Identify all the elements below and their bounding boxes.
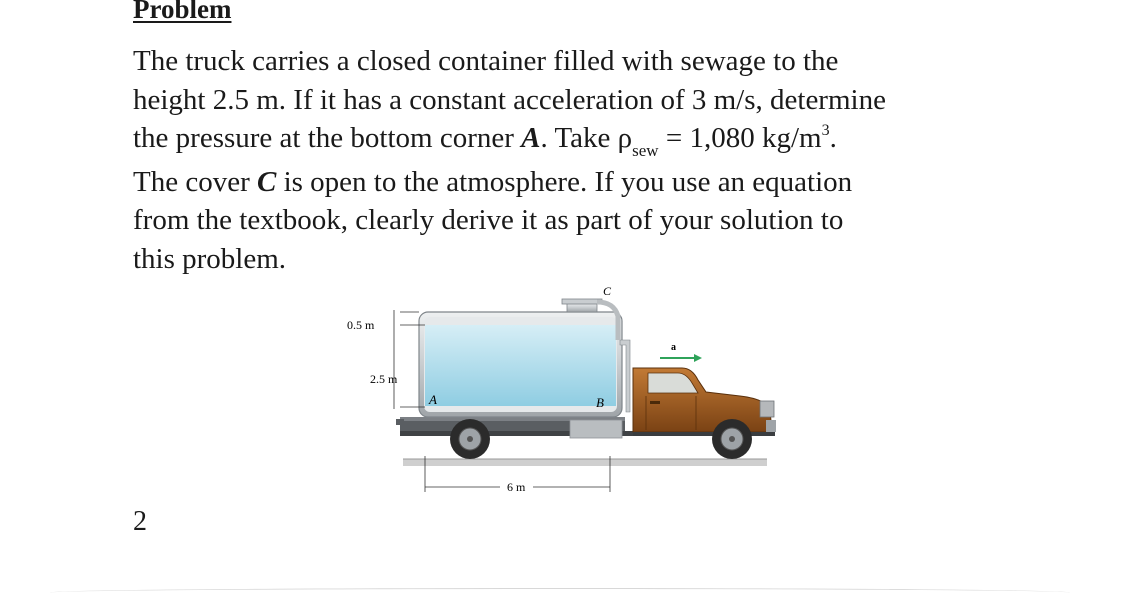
line4-post: is open to the atmosphere. If you use an equation (276, 165, 853, 198)
bottom-divider (50, 588, 1070, 597)
problem-line-4 (133, 163, 1033, 202)
problem-line-5: from the textbook, clearly derive it as part of your solution to (133, 204, 844, 236)
dim-side-label: 2.5 m (370, 372, 398, 386)
truck-tank-figure (330, 280, 780, 500)
wheel-rear (450, 419, 490, 459)
problem-statement (133, 42, 1033, 278)
line4-pre: The cover (133, 165, 257, 198)
page-number: 2 (133, 506, 147, 537)
line3-pre: the pressure at the bottom corner (133, 122, 522, 154)
line3-mid: . Take ρ (540, 122, 633, 154)
dim-top-label: 0.5 m (347, 318, 375, 332)
truck-cab (633, 368, 776, 436)
density-value: = 1,080 kg/m (658, 122, 822, 154)
ground (403, 459, 767, 466)
wheel-front (712, 419, 752, 459)
label-c: C (603, 284, 612, 298)
problem-line-2: height 2.5 m. If it has a constant acceleration of 3 m/s, determine (133, 83, 886, 116)
corner-a-symbol: A (521, 122, 541, 154)
problem-line-6: this problem. (133, 242, 287, 275)
dim-length-label: 6 m (507, 480, 526, 494)
label-accel: a (671, 342, 676, 353)
label-b: B (596, 395, 604, 410)
label-a: A (429, 392, 437, 407)
problem-line-1: The truck carries a closed container filled with sewage to the (133, 45, 839, 77)
sewage-fill (425, 325, 616, 406)
acceleration-arrow (660, 354, 702, 362)
problem-line-3 (133, 119, 1033, 163)
cover-c-symbol: C (257, 165, 277, 198)
problem-heading: Problem (133, 0, 232, 24)
line3-end: . (829, 122, 837, 154)
grille (760, 401, 774, 417)
rho-subscript: sew (632, 141, 659, 160)
density-unit-exponent: 3 (821, 122, 830, 139)
